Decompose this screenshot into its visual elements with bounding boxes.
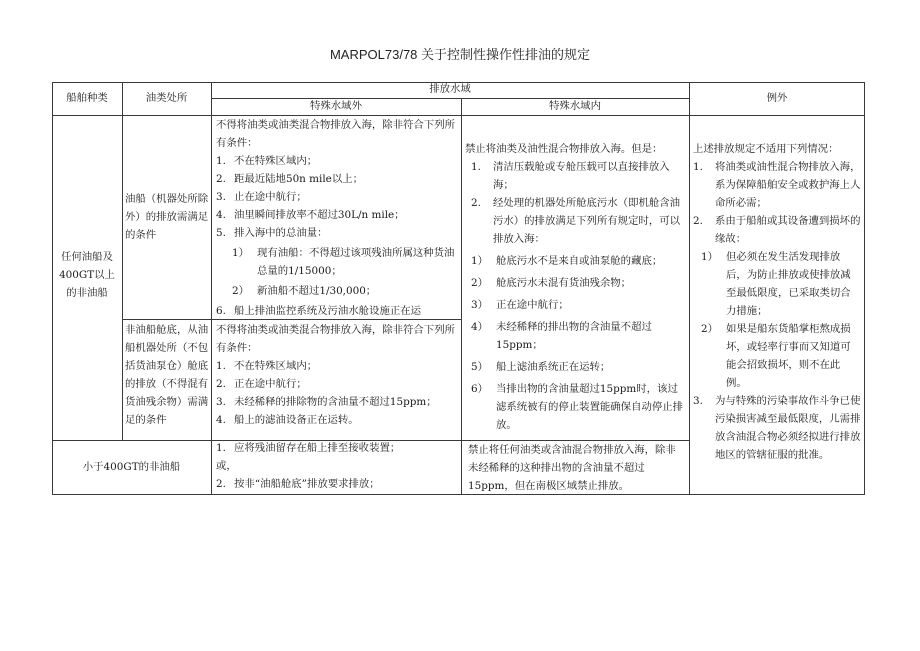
list-item-cut: 6. 船上排油监控系统及污油水舱设施正在运 — [216, 305, 422, 317]
list-item: 2. 经处理的机器处所舱底污水（即机舱含油污水）的排放满足下列所有规定时，可以排放入海： — [471, 197, 681, 245]
exceptions-list — [693, 140, 861, 464]
sub-list-item: 5） 船上滤油系统正在运转； — [471, 361, 611, 373]
nontanker-outside-intro: 不得将油类或油类混合物排放入海，除非符合下列所有条件： — [216, 324, 455, 354]
list-item: 5. 排入海中的总油量： — [216, 227, 328, 239]
header-inside-special: 特殊水域内 — [549, 100, 601, 112]
header-oil-source: 油类处所 — [145, 92, 188, 104]
header-bottom-line — [52, 115, 865, 116]
or-text: 或， — [216, 460, 237, 472]
list-item: 3. 止在途中航行； — [216, 191, 307, 203]
col-divider-2 — [211, 82, 212, 495]
ship-type-small: 小于400GT的非油船 — [82, 461, 181, 473]
sub-list-item: 1） 但必须在发生活发现排放后，为防止排放或使排放减至最低限度，已采取类切合力措施； — [701, 251, 851, 317]
table-border-bottom — [52, 494, 865, 495]
nontanker-outside-conditions — [216, 321, 458, 429]
list-item: 1. 不在特殊区域内； — [216, 155, 318, 167]
page-title: MARPOL73/78 关于控制性操作性排油的规定 — [329, 47, 591, 62]
list-item: 4. 油里瞬间排放率不超过30L/n mile； — [216, 209, 405, 221]
sub-list-item: 3） 正在途中航行； — [471, 299, 569, 311]
list-item: 2. 系由于船舶或其设备遭到损坏的缘故： — [693, 215, 861, 245]
source-row-divider — [122, 319, 461, 320]
sub-list-item: 4） 未经稀释的排出物的含油量不超过15ppm； — [471, 321, 652, 351]
col-divider-4 — [689, 82, 690, 495]
col-divider-1 — [122, 82, 123, 440]
inside-special-conditions — [465, 140, 687, 434]
sub-list-item: 6） 当排出物的含油量超过15ppm时，该过滤系统被有的停止装置能确保自动停止排放。 — [471, 383, 684, 431]
header-discharge-area: 排放水域 — [429, 83, 471, 95]
list-item: 1. 将油类或油性混合物排放入海，系为保障船舶安全或救护海上人命所必需； — [693, 161, 861, 209]
sub-list-item: 2） 舱底污水未混有货油残余物； — [471, 277, 632, 289]
inside-intro: 禁止将油类及油性混合物排放入海。但是： — [465, 143, 663, 155]
tanker-outside-intro: 不得将油类或油类混合物排放入海，除非符合下列所有条件： — [216, 119, 455, 149]
list-item: 4. 船上的滤油设备正在运转。 — [216, 414, 359, 426]
table-border-left — [52, 82, 53, 495]
sub-list-item: 1） 舱底污水不是来自或油泵舱的藏底； — [471, 255, 663, 267]
col-divider-3 — [461, 98, 462, 495]
header-ship-type: 船舶种类 — [66, 92, 108, 104]
list-item: 1. 应将残油留存在船上排至接收装置； — [216, 442, 401, 454]
table-border-right — [864, 82, 865, 495]
list-item: 3. 未经稀释的排除物的含油量不超过15ppm； — [216, 396, 437, 408]
list-item: 3. 为与特殊的污染事故作斗争已使污染损害减至最低限度，儿需排放含油混合物必须经拟进行排放地区的管辖征服的批准。 — [693, 395, 861, 461]
small-ship-inside: 禁止将任何油类或含油混合物排放入海，除非未经稀释的这种排出物的含油量不超过15ppm，但在南极区域禁止排放。 — [468, 444, 676, 492]
regulation-table — [52, 82, 865, 494]
small-ship-outside — [216, 439, 458, 493]
list-item: 2. 距最近陆地50n mile以上； — [216, 173, 363, 185]
source-non-tanker: 非油船舱底，从油船机器处所（不包括货油泵仓）舱底的排放（不得混有货油残余物）需满足的条件 — [125, 324, 209, 426]
source-tanker: 油船（机器处所除外）的排放需满足的条件 — [125, 193, 209, 241]
header-outside-special: 特殊水域外 — [310, 100, 362, 112]
list-item: 2. 正在途中航行； — [216, 378, 307, 390]
exceptions-intro: 上述排放规定不适用下列情况： — [693, 143, 839, 155]
sub-list-item: 1） 现有油船：不得超过该项残油所属这种货油总量的1/15000； — [232, 247, 455, 277]
header-exceptions: 例外 — [766, 92, 788, 104]
list-item: 1. 清洁压载舱或专舱压载可以直接排放入海； — [471, 161, 670, 191]
list-item: 2. 按非“油船舱底”排放要求排放； — [216, 478, 380, 490]
list-item: 1. 不在特殊区域内； — [216, 360, 318, 372]
sub-list-item: 2） 如果是船东货船掌柜熬成损坏，或轻率行事而又知道可能会招致损坏，则不在此例。 — [701, 323, 851, 389]
ship-type-large: 任何油船及400GT以上的非油船 — [59, 251, 115, 299]
sub-list-item: 2） 新油船不超过1/30,000； — [232, 285, 377, 297]
tanker-outside-conditions — [216, 116, 458, 318]
